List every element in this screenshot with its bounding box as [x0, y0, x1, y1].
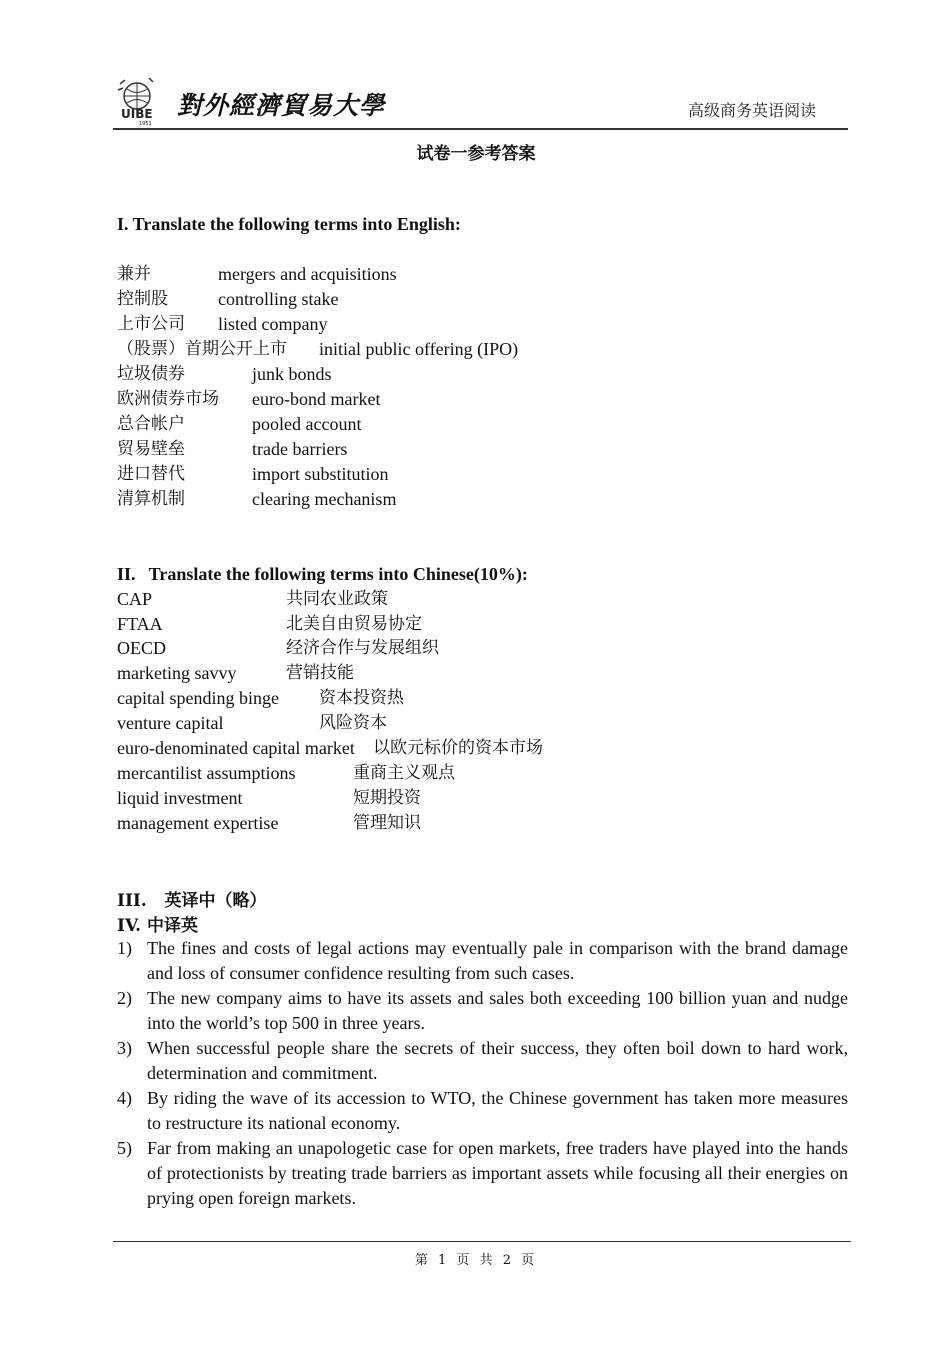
page-number: 第 1 页 共 2 页 [414, 1253, 538, 1268]
term-en: CAP [117, 589, 153, 609]
item-text: Far from making an unapologetic case for open markets, free traders have played into the hands of protectionists by treating trade barriers as important assets while focusing all their energies on prying open foreign markets. [147, 1138, 848, 1208]
term-zh: 风险资本 [319, 713, 387, 733]
item-text: By riding the wave of its accession to WTO, the Chinese government has taken more measures to restructure its national economy. [147, 1088, 848, 1133]
term-zh: 经济合作与发展组织 [286, 638, 439, 658]
document-title: 试卷一参考答案 [416, 144, 536, 164]
term-en: capital spending binge [117, 688, 279, 708]
term-zh: 以欧元标价的资本市场 [373, 738, 543, 758]
term-en: euro-bond market [252, 389, 381, 409]
term-zh: 贸易壁垒 [117, 439, 185, 459]
term-zh: 管理知识 [353, 813, 421, 833]
term-en: trade barriers [252, 439, 348, 459]
term-en: marketing savvy [117, 663, 237, 683]
term-en: controlling stake [218, 289, 339, 309]
term-en: mercantilist assumptions [117, 763, 296, 783]
term-en: euro-denominated capital market [117, 738, 355, 758]
section1-heading: I. Translate the following terms into English: [117, 214, 461, 234]
term-en: venture capital [117, 713, 224, 733]
term-en: mergers and acquisitions [218, 264, 397, 284]
translation-item [117, 936, 848, 986]
translation-item [117, 1036, 848, 1086]
term-zh: 短期投资 [353, 788, 421, 808]
translation-item [117, 1086, 848, 1136]
term-en: liquid investment [117, 788, 243, 808]
translation-item [117, 1136, 848, 1211]
section3-heading: III. 英译中（略） [117, 891, 267, 911]
term-zh: 北美自由贸易协定 [286, 614, 422, 634]
term-zh: 控制股 [117, 289, 168, 309]
term-zh: 清算机制 [117, 489, 185, 509]
section4-heading: IV. 中译英 [117, 916, 199, 936]
translation-item [117, 986, 848, 1036]
section2-heading: II. Translate the following terms into Chinese(10%): [117, 564, 528, 584]
item-text: The new company aims to have its assets and sales both exceeding 100 billion yuan and nudge into the world’s top 500 in three years. [147, 988, 848, 1033]
page-header [113, 76, 848, 130]
term-en: FTAA [117, 614, 163, 634]
term-en: pooled account [252, 414, 362, 434]
svg-text:UIBE: UIBE [121, 107, 153, 121]
university-name: 對外經濟貿易大學 [177, 91, 386, 120]
item-number: 5) [117, 1138, 132, 1158]
term-zh: 欧洲债券市场 [117, 389, 219, 409]
term-zh: 兼并 [117, 264, 151, 284]
item-text: When successful people share the secrets of their success, they often boil down to hard work, determination and commitment. [147, 1038, 848, 1083]
item-number: 4) [117, 1088, 132, 1108]
term-en: junk bonds [252, 364, 332, 384]
svg-text:1951: 1951 [139, 121, 152, 126]
term-zh: 重商主义观点 [353, 763, 455, 783]
course-title: 高级商务英语阅读 [687, 101, 816, 120]
term-en: clearing mechanism [252, 489, 397, 509]
term-en: import substitution [252, 464, 389, 484]
term-zh: 垃圾债券 [117, 364, 185, 384]
term-zh: 总合帐户 [117, 414, 185, 434]
item-text: The fines and costs of legal actions may eventually pale in comparison with the brand damage and loss of consumer confidence resulting from such cases. [147, 938, 848, 983]
university-logo-icon [115, 76, 171, 126]
item-number: 2) [117, 988, 132, 1008]
term-en: OECD [117, 638, 166, 658]
term-zh: 进口替代 [117, 464, 185, 484]
footer-divider [113, 1241, 851, 1242]
item-number: 3) [117, 1038, 132, 1058]
term-zh: 营销技能 [286, 663, 354, 683]
item-number: 1) [117, 938, 132, 958]
term-zh: 资本投资热 [319, 688, 404, 708]
term-zh: 上市公司 [117, 314, 185, 334]
term-en: initial public offering (IPO) [319, 339, 519, 359]
term-en: management expertise [117, 813, 279, 833]
term-zh: 共同农业政策 [286, 589, 388, 609]
term-en: listed company [218, 314, 328, 334]
term-zh: （股票）首期公开上市 [117, 339, 287, 359]
